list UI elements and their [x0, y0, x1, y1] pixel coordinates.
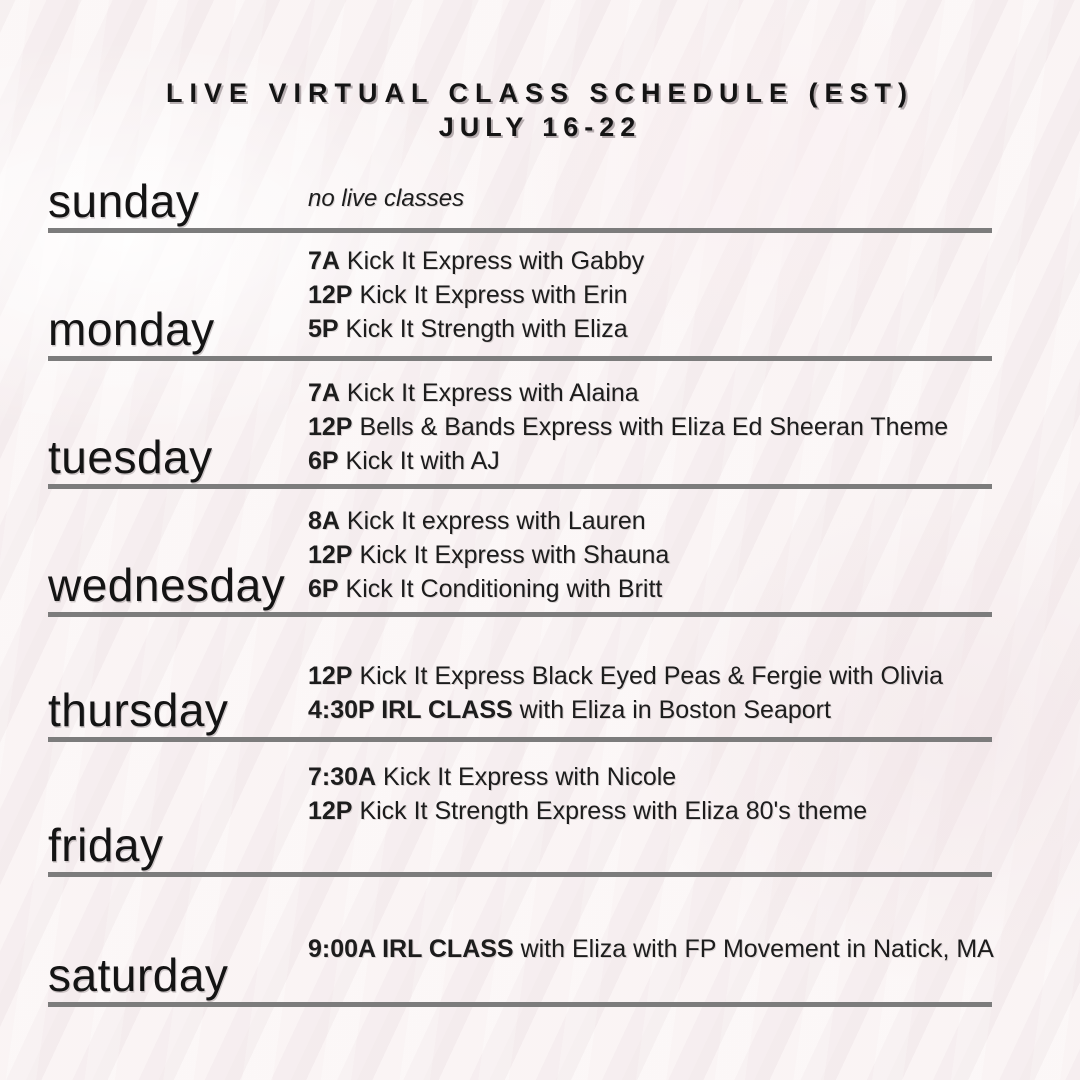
class-desc: with Eliza with FP Movement in Natick, MA: [520, 935, 994, 963]
class-desc: with Eliza in Boston Seaport: [519, 696, 831, 724]
day-classes: [308, 244, 992, 356]
class-time: 12P: [308, 413, 353, 441]
class-desc: Kick It Strength Express with Eliza 80's theme: [359, 797, 868, 825]
day-classes: [308, 182, 992, 228]
class-time: 12P: [308, 797, 353, 825]
schedule-title: LIVE VIRTUAL CLASS SCHEDULE (EST): [165, 78, 915, 108]
class-desc: Kick It Express with Alaina: [346, 379, 639, 407]
class-entry: [308, 504, 992, 538]
class-entry: [308, 312, 992, 346]
class-time: 12P: [308, 541, 353, 569]
day-label: friday: [48, 819, 164, 872]
class-desc: Kick It Strength with Eliza: [345, 315, 628, 343]
class-desc: Bells & Bands Express with Eliza Ed Sheeran Theme: [359, 413, 949, 441]
class-time: 5P: [308, 315, 339, 343]
class-desc: Kick It Conditioning with Britt: [345, 575, 663, 603]
class-entry: [308, 538, 992, 572]
no-classes-note: no live classes: [308, 185, 465, 212]
class-time: 7A: [308, 379, 340, 407]
class-desc: Kick It Express with Nicole: [383, 763, 677, 791]
day-classes: [308, 932, 992, 1002]
day-row-monday: [48, 233, 992, 361]
day-label: saturday: [48, 949, 229, 1002]
class-desc: Kick It Express with Erin: [359, 281, 628, 309]
class-entry: [308, 932, 992, 966]
day-row-friday: [48, 742, 992, 877]
class-desc: Kick It with AJ: [345, 447, 500, 475]
day-row-wednesday: [48, 489, 992, 617]
class-desc: Kick It express with Lauren: [346, 507, 646, 535]
day-classes: [308, 504, 992, 612]
class-desc: Kick It Express with Gabby: [346, 247, 645, 275]
class-entry: [308, 444, 992, 478]
class-time: 6P: [308, 575, 339, 603]
class-entry: [308, 278, 992, 312]
day-row-tuesday: [48, 361, 992, 489]
class-time: 8A: [308, 507, 340, 535]
class-entry: [308, 376, 992, 410]
day-classes: [308, 376, 992, 484]
class-entry: [308, 693, 992, 727]
class-desc: Kick It Express with Shauna: [359, 541, 670, 569]
poster-header: [0, 0, 1080, 160]
class-time: 12P: [308, 281, 353, 309]
class-time: 12P: [308, 662, 353, 690]
day-classes: [308, 760, 992, 872]
class-time: 6P: [308, 447, 339, 475]
class-time: 4:30P IRL CLASS: [308, 696, 513, 724]
class-desc: Kick It Express Black Eyed Peas & Fergie with Olivia: [359, 662, 943, 690]
class-entry: [308, 760, 992, 794]
class-entry: [308, 244, 992, 278]
day-label: tuesday: [48, 431, 213, 484]
class-time: 9:00A IRL CLASS: [308, 935, 514, 963]
class-time: 7:30A: [308, 763, 377, 791]
class-entry: [308, 572, 992, 606]
day-row-thursday: [48, 617, 992, 742]
class-time: 7A: [308, 247, 340, 275]
day-row-saturday: [48, 877, 992, 1007]
class-entry: [308, 659, 992, 693]
day-classes: [308, 659, 992, 737]
day-label: sunday: [48, 175, 200, 228]
schedule-date-range: JULY 16-22: [438, 112, 642, 142]
day-row-sunday: [48, 160, 992, 233]
day-label: thursday: [48, 684, 229, 737]
day-label: monday: [48, 303, 215, 356]
class-entry: [308, 794, 992, 828]
day-label: wednesday: [48, 559, 286, 612]
class-entry: [308, 410, 992, 444]
